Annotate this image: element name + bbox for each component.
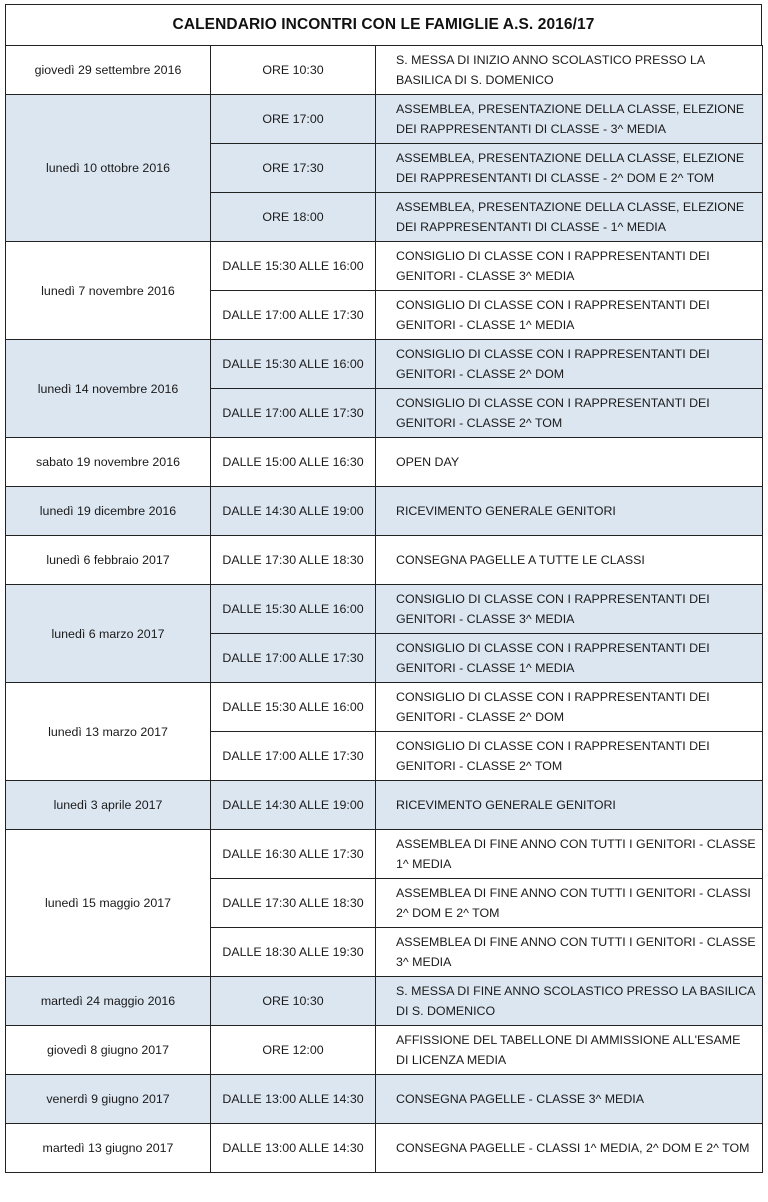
event-description: CONSIGLIO DI CLASSE CON I RAPPRESENTANTI DEI GENITORI - CLASSE 3^ MEDIA — [376, 242, 763, 291]
event-description: ASSEMBLEA DI FINE ANNO CON TUTTI I GENITORI - CLASSE 1^ MEDIA — [376, 830, 763, 879]
event-time: DALLE 14:30 ALLE 19:00 — [211, 781, 376, 830]
event-date: lunedì 6 marzo 2017 — [6, 585, 211, 683]
event-description: ASSEMBLEA, PRESENTAZIONE DELLA CLASSE, ELEZIONE DEI RAPPRESENTANTI DI CLASSE - 1^ MEDIA — [376, 193, 763, 242]
event-time: DALLE 17:00 ALLE 17:30 — [211, 732, 376, 781]
event-description: ASSEMBLEA DI FINE ANNO CON TUTTI I GENITORI - CLASSE 3^ MEDIA — [376, 928, 763, 977]
table-row — [6, 683, 763, 732]
event-time: DALLE 13:00 ALLE 14:30 — [211, 1124, 376, 1173]
event-time: ORE 10:30 — [211, 977, 376, 1026]
event-description: OPEN DAY — [376, 438, 763, 487]
event-description: ASSEMBLEA, PRESENTAZIONE DELLA CLASSE, ELEZIONE DEI RAPPRESENTANTI DI CLASSE - 3^ MEDIA — [376, 95, 763, 144]
event-description: CONSIGLIO DI CLASSE CON I RAPPRESENTANTI DEI GENITORI - CLASSE 1^ MEDIA — [376, 634, 763, 683]
event-description: CONSIGLIO DI CLASSE CON I RAPPRESENTANTI DEI GENITORI - CLASSE 2^ DOM — [376, 683, 763, 732]
event-description: S. MESSA DI INIZIO ANNO SCOLASTICO PRESSO LA BASILICA DI S. DOMENICO — [376, 46, 763, 95]
event-description: RICEVIMENTO GENERALE GENITORI — [376, 487, 763, 536]
event-date: martedì 13 giugno 2017 — [6, 1124, 211, 1173]
event-date: lunedì 13 marzo 2017 — [6, 683, 211, 781]
table-row — [6, 1026, 763, 1075]
event-description: CONSEGNA PAGELLE - CLASSE 3^ MEDIA — [376, 1075, 763, 1124]
table-row — [6, 1124, 763, 1173]
table-row — [6, 781, 763, 830]
event-time: DALLE 15:30 ALLE 16:00 — [211, 683, 376, 732]
event-description: CONSIGLIO DI CLASSE CON I RAPPRESENTANTI DEI GENITORI - CLASSE 2^ TOM — [376, 389, 763, 438]
calendar-sheet — [5, 4, 762, 1196]
table-row — [6, 830, 763, 879]
table-row — [6, 242, 763, 291]
event-time: DALLE 13:00 ALLE 14:30 — [211, 1075, 376, 1124]
table-row — [6, 487, 763, 536]
event-date: giovedì 8 giugno 2017 — [6, 1026, 211, 1075]
event-time: DALLE 18:30 ALLE 19:30 — [211, 928, 376, 977]
table-row — [6, 1075, 763, 1124]
event-description: ASSEMBLEA DI FINE ANNO CON TUTTI I GENITORI - CLASSI 2^ DOM E 2^ TOM — [376, 879, 763, 928]
event-time: DALLE 15:30 ALLE 16:00 — [211, 585, 376, 634]
table-row — [6, 95, 763, 144]
event-time: DALLE 16:30 ALLE 17:30 — [211, 830, 376, 879]
table-row — [6, 340, 763, 389]
event-time: DALLE 17:30 ALLE 18:30 — [211, 879, 376, 928]
event-date: lunedì 7 novembre 2016 — [6, 242, 211, 340]
event-time: ORE 10:30 — [211, 46, 376, 95]
event-description: CONSEGNA PAGELLE A TUTTE LE CLASSI — [376, 536, 763, 585]
event-description: CONSIGLIO DI CLASSE CON I RAPPRESENTANTI DEI GENITORI - CLASSE 3^ MEDIA — [376, 585, 763, 634]
event-description: CONSEGNA PAGELLE - CLASSI 1^ MEDIA, 2^ DOM E 2^ TOM — [376, 1124, 763, 1173]
event-date: giovedì 29 settembre 2016 — [6, 46, 211, 95]
table-row — [6, 438, 763, 487]
event-description: ASSEMBLEA, PRESENTAZIONE DELLA CLASSE, ELEZIONE DEI RAPPRESENTANTI DI CLASSE - 2^ DOM E 2^ TOM — [376, 144, 763, 193]
event-time: ORE 12:00 — [211, 1026, 376, 1075]
event-description: AFFISSIONE DEL TABELLONE DI AMMISSIONE ALL'ESAME DI LICENZA MEDIA — [376, 1026, 763, 1075]
event-date: martedì 24 maggio 2016 — [6, 977, 211, 1026]
event-date: lunedì 19 dicembre 2016 — [6, 487, 211, 536]
event-date: lunedì 6 febbraio 2017 — [6, 536, 211, 585]
calendar-body — [6, 46, 763, 1173]
event-time: DALLE 15:00 ALLE 16:30 — [211, 438, 376, 487]
event-date: lunedì 3 aprile 2017 — [6, 781, 211, 830]
event-date: venerdì 9 giugno 2017 — [6, 1075, 211, 1124]
table-row — [6, 585, 763, 634]
event-time: DALLE 15:30 ALLE 16:00 — [211, 242, 376, 291]
calendar-table — [5, 45, 763, 1173]
event-date: lunedì 15 maggio 2017 — [6, 830, 211, 977]
event-date: sabato 19 novembre 2016 — [6, 438, 211, 487]
event-description: CONSIGLIO DI CLASSE CON I RAPPRESENTANTI DEI GENITORI - CLASSE 2^ TOM — [376, 732, 763, 781]
event-description: CONSIGLIO DI CLASSE CON I RAPPRESENTANTI DEI GENITORI - CLASSE 2^ DOM — [376, 340, 763, 389]
table-row — [6, 977, 763, 1026]
event-time: ORE 18:00 — [211, 193, 376, 242]
event-time: DALLE 15:30 ALLE 16:00 — [211, 340, 376, 389]
event-time: DALLE 17:30 ALLE 18:30 — [211, 536, 376, 585]
event-description: CONSIGLIO DI CLASSE CON I RAPPRESENTANTI DEI GENITORI - CLASSE 1^ MEDIA — [376, 291, 763, 340]
event-date: lunedì 10 ottobre 2016 — [6, 95, 211, 242]
table-row — [6, 46, 763, 95]
event-time: DALLE 14:30 ALLE 19:00 — [211, 487, 376, 536]
event-date: lunedì 14 novembre 2016 — [6, 340, 211, 438]
event-time: ORE 17:00 — [211, 95, 376, 144]
event-description: RICEVIMENTO GENERALE GENITORI — [376, 781, 763, 830]
event-description: S. MESSA DI FINE ANNO SCOLASTICO PRESSO LA BASILICA DI S. DOMENICO — [376, 977, 763, 1026]
event-time: DALLE 17:00 ALLE 17:30 — [211, 291, 376, 340]
page-title: CALENDARIO INCONTRI CON LE FAMIGLIE A.S. 2016/17 — [5, 4, 762, 46]
event-time: DALLE 17:00 ALLE 17:30 — [211, 634, 376, 683]
event-time: DALLE 17:00 ALLE 17:30 — [211, 389, 376, 438]
event-time: ORE 17:30 — [211, 144, 376, 193]
table-row — [6, 536, 763, 585]
